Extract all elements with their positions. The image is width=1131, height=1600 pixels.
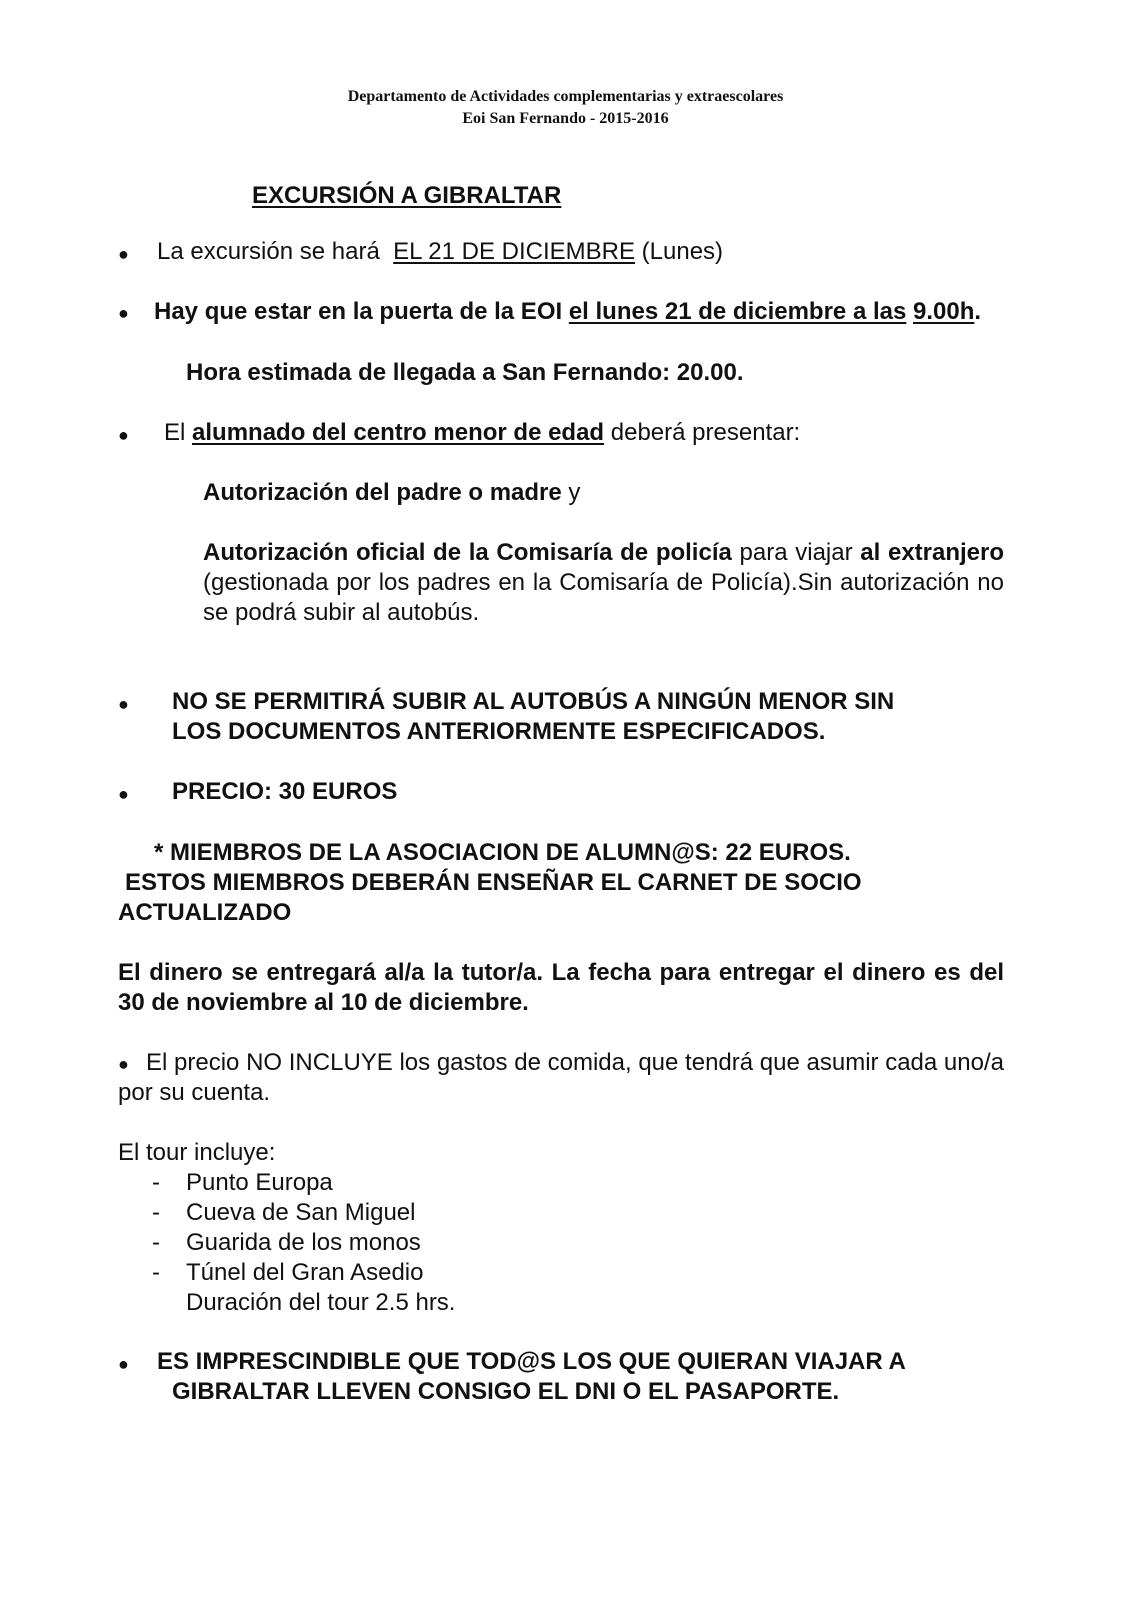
parent-authorization-and: y	[568, 479, 581, 506]
bullet-icon: ●	[118, 244, 129, 264]
warning-line-1: NO SE PERMITIRÁ SUBIR AL AUTOBÚS A NINGÚN MENOR SIN	[172, 688, 895, 715]
meeting-time: el lunes 21 de diciembre a las	[568, 298, 907, 325]
id-docs-line-1: ES IMPRESCINDIBLE QUE TOD@S LOS QUE QUIERAN VIAJAR A	[157, 1348, 906, 1375]
food-note: El precio NO INCLUYE los gastos de comida, que tendrá que asumir cada uno/a por su cuenta.	[118, 1049, 1004, 1106]
id-docs-line-2: GIBRALTAR LLEVEN CONSIGO EL DNI O EL PASAPORTE.	[172, 1378, 840, 1405]
arrival-time: Hora estimada de llegada a San Fernando: 20.00.	[186, 359, 744, 386]
date-prefix: La excursión se hará	[157, 238, 380, 265]
school-year-header: Eoi San Fernando - 2015-2016	[462, 110, 669, 127]
tour-stop: Punto Europa	[186, 1169, 333, 1196]
tour-stop: Guarida de los monos	[186, 1229, 421, 1256]
price: PRECIO: 30 EUROS	[172, 778, 398, 805]
parent-authorization-label: Autorización del padre o madre	[203, 479, 562, 506]
meeting-prefix: Hay que estar en la puerta de la EOI	[154, 298, 563, 325]
tour-intro: El tour incluye:	[118, 1139, 276, 1166]
bullet-icon: ●	[118, 784, 129, 804]
minors-suffix: deberá presentar:	[610, 419, 801, 446]
parent-authorization	[203, 478, 580, 508]
list-dash-icon: -	[152, 1169, 160, 1196]
tour-stop: Cueva de San Miguel	[186, 1199, 416, 1226]
list-dash-icon: -	[152, 1199, 160, 1226]
meeting-period: .	[974, 298, 982, 325]
bullet-icon: ●	[118, 425, 129, 445]
members-card-note-cont: ACTUALIZADO	[118, 899, 292, 926]
list-dash-icon: -	[152, 1229, 160, 1256]
police-authorization-mid: para viajar	[739, 539, 853, 566]
bullet-icon: ●	[118, 1354, 129, 1374]
minors-prefix: El	[164, 419, 186, 446]
members-card-note: ESTOS MIEMBROS DEBERÁN ENSEÑAR EL CARNET DE SOCIO	[125, 869, 862, 896]
list-dash-icon: -	[152, 1259, 160, 1286]
police-authorization	[203, 538, 1004, 628]
department-header: Departamento de Actividades complementarias y extraescolares	[347, 88, 784, 105]
page-title: EXCURSIÓN A GIBRALTAR	[252, 182, 562, 209]
police-authorization-label: Autorización oficial de la Comisaría de policía	[203, 539, 732, 566]
meeting-time-cont: 9.00h	[913, 298, 975, 325]
members-price: * MIEMBROS DE LA ASOCIACION DE ALUMN@S: 22 EUROS.	[154, 839, 851, 866]
police-authorization-rest: (gestionada por los padres en la Comisaría de Policía).Sin autorización no se podrá subir al autobús.	[203, 569, 1004, 626]
minors-line	[164, 418, 800, 448]
bullet-icon: ●	[118, 694, 129, 714]
meeting-point-text	[118, 297, 1004, 327]
police-authorization-abroad: al extranjero	[860, 539, 1005, 566]
excursion-date: EL 21 DE DICIEMBRE	[393, 238, 635, 265]
minors-who: alumnado del centro menor de edad	[192, 419, 605, 446]
warning-line-2: LOS DOCUMENTOS ANTERIORMENTE ESPECIFICADOS.	[172, 718, 826, 745]
tour-stop: Túnel del Gran Asedio	[186, 1259, 424, 1286]
payment-info: El dinero se entregará al/a la tutor/a. La fecha para entregar el dinero es del 30 de noviembre al 10 de diciembre.	[118, 959, 1004, 1016]
excursion-date-line	[157, 237, 723, 267]
bullet-icon: ●	[118, 1054, 129, 1074]
tour-duration: Duración del tour 2.5 hrs.	[186, 1289, 456, 1316]
date-weekday: (Lunes)	[641, 238, 724, 265]
bullet-icon: ●	[118, 303, 129, 323]
